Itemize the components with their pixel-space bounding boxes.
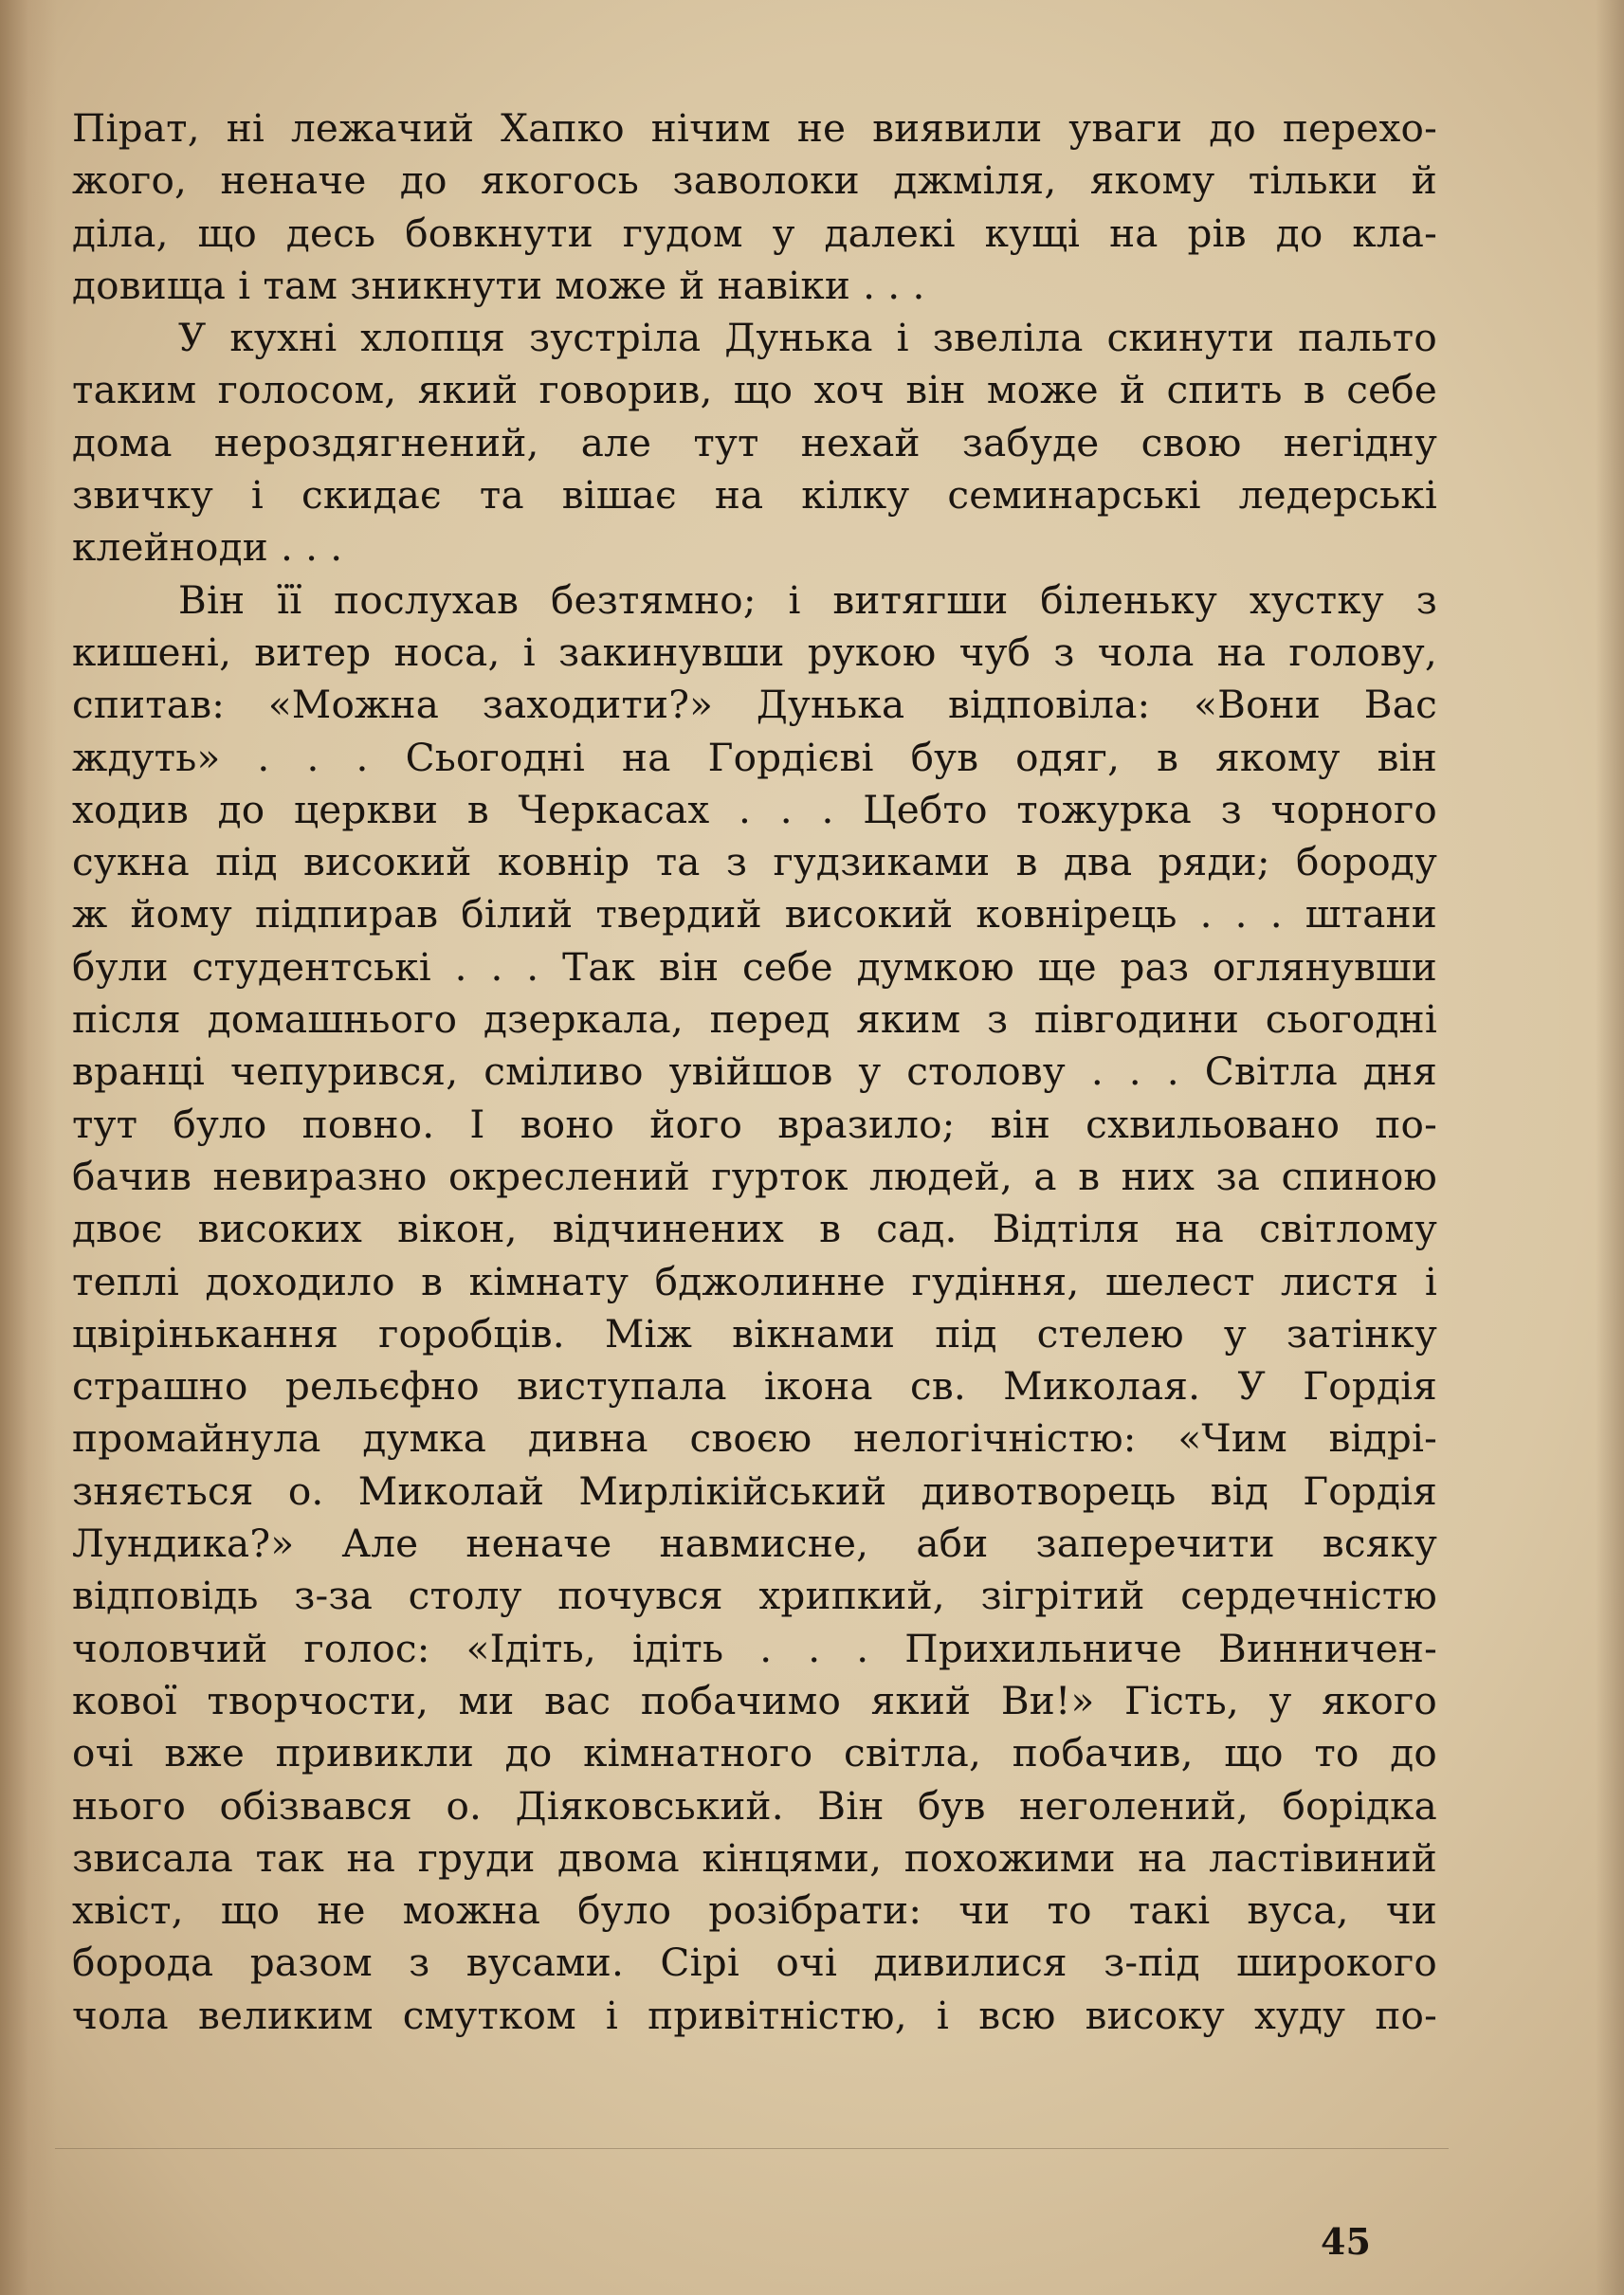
text-line: промайнула думка дивна своєю нелогічністю: «Чим відрі- — [72, 1415, 1437, 1462]
text-line: чола великим смутком і привітністю, і всю високу худу по- — [72, 1992, 1437, 2038]
text-line: після домашнього дзеркала, перед яким з півгодини сьогодні — [72, 996, 1437, 1043]
text-line: теплі доходило в кімнату бджолинне гудіння, шелест листя і — [72, 1258, 1437, 1304]
page-number: 45 — [1321, 2220, 1371, 2263]
text-line: ходив до церкви в Черкасах . . . Цебто тожурка з чорного — [72, 786, 1437, 832]
text-line: кової творчости, ми вас побачимо який Ви!» Гість, у якого — [72, 1677, 1437, 1723]
text-line: звисала так на груди двома кінцями, похожими на ластівиний — [72, 1834, 1437, 1881]
text-line: вранці чепурився, сміливо увійшов у столову . . . Світла дня — [72, 1048, 1437, 1095]
text-line: очі вже привикли до кімнатного світла, побачив, що то до — [72, 1730, 1437, 1776]
body-text — [72, 102, 1437, 2042]
text-line: відповідь з-за столу почувся хрипкий, зігрітий сердечністю — [72, 1573, 1437, 1619]
text-line: Лундика?» Але неначе навмисне, аби заперечити всяку — [72, 1521, 1437, 1567]
text-line: клейноди . . . — [72, 524, 343, 571]
text-line: сукна під високий ковнір та з гудзиками в два ряди; бороду — [72, 839, 1437, 885]
text-line: двоє високих вікон, відчинених в сад. Відтіля на світлому — [72, 1206, 1437, 1252]
text-line: Пірат, ні лежачий Хапко нічим не виявили уваги до перехо- — [72, 105, 1437, 151]
text-line: звичку і скидає та вішає на кілку семинарські ледерські — [72, 472, 1437, 519]
text-line: нього обізвався о. Діяковський. Він був неголений, борідка — [72, 1782, 1437, 1829]
text-line: таким голосом, який говорив, що хоч він може й спить в себе — [72, 367, 1437, 413]
text-line: цвірінькання горобців. Між вікнами під стелею у затінку — [72, 1310, 1437, 1357]
text-line: Він її послухав безтямно; і витягши біленьку хустку з — [178, 576, 1437, 623]
text-line: спитав: «Можна заходити?» Дунька відповіла: «Вони Вас — [72, 682, 1437, 728]
text-line: жого, неначе до якогось заволоки джміля, якому тільки й — [72, 157, 1437, 204]
text-line: хвіст, що не можна було розібрати: чи то такі вуса, чи — [72, 1887, 1437, 1934]
text-line: були студентські . . . Так він себе думкою ще раз оглянувши — [72, 943, 1437, 990]
text-line: ж йому підпирав білий твердий високий ковнірець . . . штани — [72, 891, 1437, 938]
text-line: дома нероздягнений, але тут нехай забуде свою негідну — [72, 419, 1437, 465]
text-line: діла, що десь бовкнути гудом у далекі кущі на рів до кла- — [72, 209, 1437, 256]
text-line: борода разом з вусами. Сірі очі дивилися з-під широкого — [72, 1940, 1437, 1986]
text-line: ждуть» . . . Сьогодні на Гордієві був одяг, в якому він — [72, 734, 1437, 780]
page-edge-line — [55, 2148, 1449, 2149]
text-line: кишені, витер носа, і закинувши рукою чуб з чола на голову, — [72, 628, 1437, 675]
text-line: тут було повно. І воно його вразило; він схвильовано по- — [72, 1101, 1437, 1147]
text-line: страшно рельєфно виступала ікона св. Миколая. У Гордія — [72, 1363, 1437, 1410]
text-line: зняється о. Миколай Мирлікійський дивотворець від Гордія — [72, 1467, 1437, 1514]
text-line: бачив невиразно окреслений гурток людей, а в них за спиною — [72, 1153, 1437, 1199]
text-line: чоловчий голос: «Ідіть, ідіть . . . Прихильниче Винничен- — [72, 1625, 1437, 1671]
text-line: довища і там зникнути може й навіки . . . — [72, 262, 925, 308]
text-line: У кухні хлопця зустріла Дунька і звеліла скинути пальто — [178, 315, 1437, 361]
